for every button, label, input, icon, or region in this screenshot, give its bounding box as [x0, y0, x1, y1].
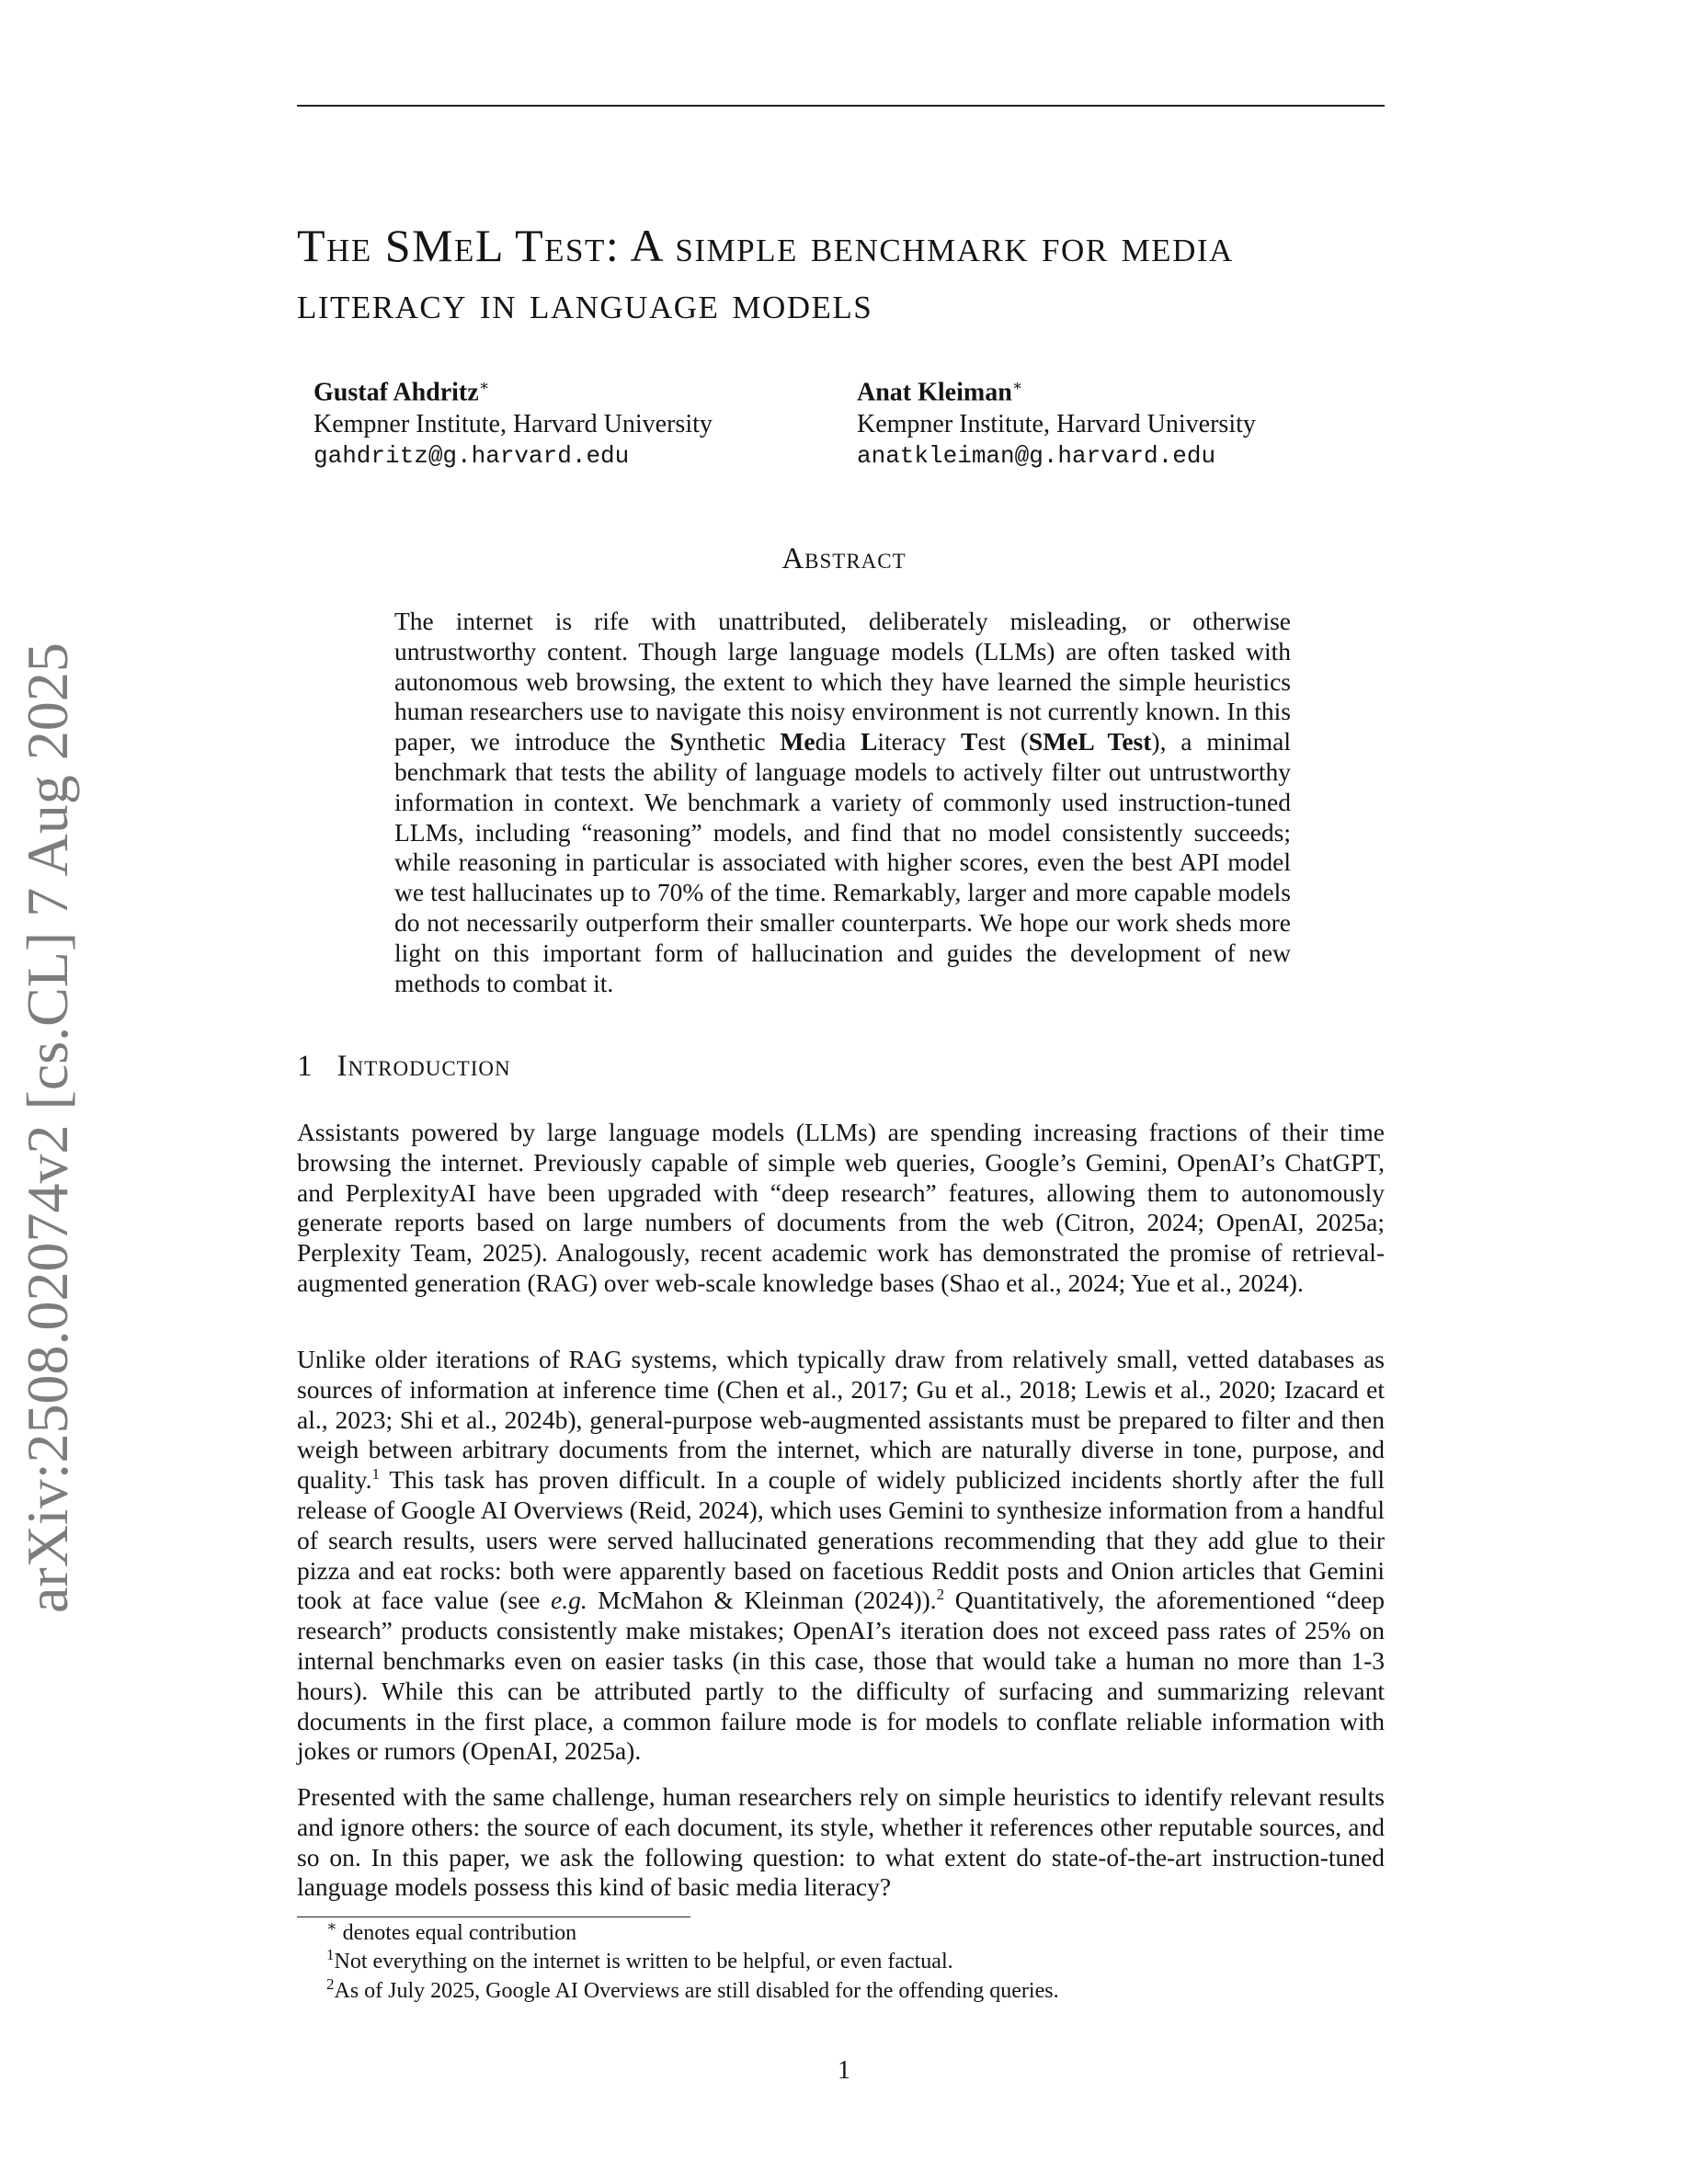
title-line-2: literacy in language models	[297, 277, 873, 328]
section-number: 1	[297, 1050, 314, 1083]
intro-paragraph-1: Assistants powered by large language models (LLMs) are spending increasing fractions of their time browsing the internet. Previously capable of simple web queries, Google’s Gemini, OpenAI’s ChatGPT, and PerplexityAI have been upgraded with “deep research” features, allowing them to autonomously generate reports based on large numbers of documents from the web (Citron, 2024; OpenAI, 2025a; Perplexity Team, 2025). Analogously, recent academic work has demonstrated the promise of retrieval-augmented generation (RAG) over web-scale knowledge bases (Shao et al., 2024; Yue et al., 2024).	[297, 1118, 1385, 1297]
paper-title	[297, 217, 1391, 331]
section-title: Introduction	[336, 1050, 511, 1083]
footnote-mark: 2	[326, 1975, 335, 1993]
footnote-text: As of July 2025, Google AI Overviews are still disabled for the offending queries.	[334, 1979, 1059, 2003]
abstract-body	[394, 607, 1291, 998]
page-number: 1	[838, 2056, 850, 2085]
intro-paragraph-2	[297, 1345, 1385, 1767]
header-rule	[297, 105, 1385, 107]
abstract-heading: Abstract	[781, 542, 907, 575]
abstract-text: iteracy	[877, 727, 962, 756]
abstract-text: ynthetic	[684, 727, 781, 756]
abstract-bold: Me	[780, 727, 815, 756]
author-affiliation: Kempner Institute, Harvard University	[857, 410, 1256, 439]
footnote-text: denotes equal contribution	[336, 1921, 577, 1945]
author-email[interactable]: anatkleiman@g.harvard.edu	[857, 442, 1216, 471]
paragraph-italic: e.g.	[551, 1586, 587, 1615]
author-name: Anat Kleiman	[857, 378, 1012, 407]
abstract-bold: L	[861, 727, 878, 756]
abstract-text: est (	[977, 727, 1029, 756]
footnote-text: Not everything on the internet is written to be helpful, or even factual.	[334, 1950, 953, 1974]
author-affiliation: Kempner Institute, Harvard University	[314, 410, 713, 439]
abstract-bold: T	[961, 727, 978, 756]
section-heading	[297, 1050, 511, 1084]
intro-paragraph-3: Presented with the same challenge, human researchers rely on simple heuristics to identify relevant results and ignore others: the source of each document, its style, whether it references other reputable sources, and so on. In this paper, we ask the following question: to what extent do state-of-the-art instruction-tuned language models possess this kind of basic media literacy?	[297, 1782, 1385, 1902]
abstract-text: ), a minimal benchmark that tests the ability of language models to actively filter out untrustworthy information in context. We benchmark a variety of commonly used instruction-tuned LLMs, including “reasoning” models, and find that no model consistently succeeds; while reasoning in particular is associated with higher scores, even the best API model we test hallucinates up to 70% of the time. Remarkably, larger and more capable models do not necessarily outperform their smaller counterparts. We hope our work sheds more light on this important form of hallucination and guides the development of new methods to combat it.	[394, 727, 1291, 997]
abstract-text: The internet is rife with unattributed, deliberately misleading, or otherwise untrustworthy content. Though large language models (LLMs) are often tasked with autonomous web browsing, the extent to which they have learned the simple heuristics human researchers use to navigate this noisy environment is not currently known. In this paper, we introduce the	[394, 607, 1291, 756]
author-email[interactable]: gahdritz@g.harvard.edu	[314, 442, 630, 471]
equal-contribution-mark: ∗	[478, 377, 490, 394]
paragraph-text: Quantitatively, the aforementioned “deep research” products consistently make mistakes; OpenAI’s iteration does not exceed pass rates of 25% on internal benchmarks even on easier tasks (in this case, those that would take a human no more than 1-3 hours). While this can be attributed partly to the difficulty of surfacing and summarizing relevant documents in the first place, a common failure mode is for models to conflate reliable information with jokes or rumors (OpenAI, 2025a).	[297, 1586, 1385, 1766]
footnote-ref-2[interactable]: 2	[936, 1586, 945, 1604]
footnote-ref-1[interactable]: 1	[371, 1465, 380, 1484]
abstract-text: dia	[815, 727, 861, 756]
footnote-mark: ∗	[326, 1917, 337, 1935]
author-name: Gustaf Ahdritz	[314, 378, 479, 407]
footnote-mark: 1	[326, 1946, 335, 1963]
paragraph-text: Unlike older iterations of RAG systems, which typically draw from relatively small, vetted databases as sources of information at inference time (Chen et al., 2017; Gu et al., 2018; Lewis et al., 2020; Izacard et al., 2023; Shi et al., 2024b), general-purpose web-augmented assistants must be prepared to filter and then weigh between arbitrary documents from the internet, which are naturally diverse in tone, purpose, and quality.	[297, 1345, 1385, 1495]
footnote-2	[326, 1977, 1059, 2005]
footnote-equal-contribution	[326, 1919, 576, 1947]
paragraph-text: McMahon & Kleinman (2024)).	[587, 1586, 937, 1615]
title-line-1: The SMeL Test: A simple benchmark for media	[297, 220, 1234, 271]
arxiv-identifier: arXiv:2508.02074v2 [cs.CL] 7 Aug 2025	[15, 643, 80, 1613]
paragraph-text: This task has proven difficult. In a couple of widely publicized incidents shortly after the full release of Google AI Overviews (Reid, 2024), which uses Gemini to synthesize information from a handful of search results, users were served hallucinated generations recommending that they add glue to their pizza and eat rocks: both were apparently based on facetious Reddit posts and Onion articles that Gemini took at face value (see	[297, 1465, 1385, 1615]
equal-contribution-mark: ∗	[1011, 377, 1023, 394]
author-block-1	[314, 370, 713, 472]
author-block-2	[857, 370, 1256, 472]
abstract-bold: S	[669, 727, 684, 756]
abstract-bold: SMeL Test	[1028, 727, 1152, 756]
footnote-1	[326, 1948, 953, 1975]
